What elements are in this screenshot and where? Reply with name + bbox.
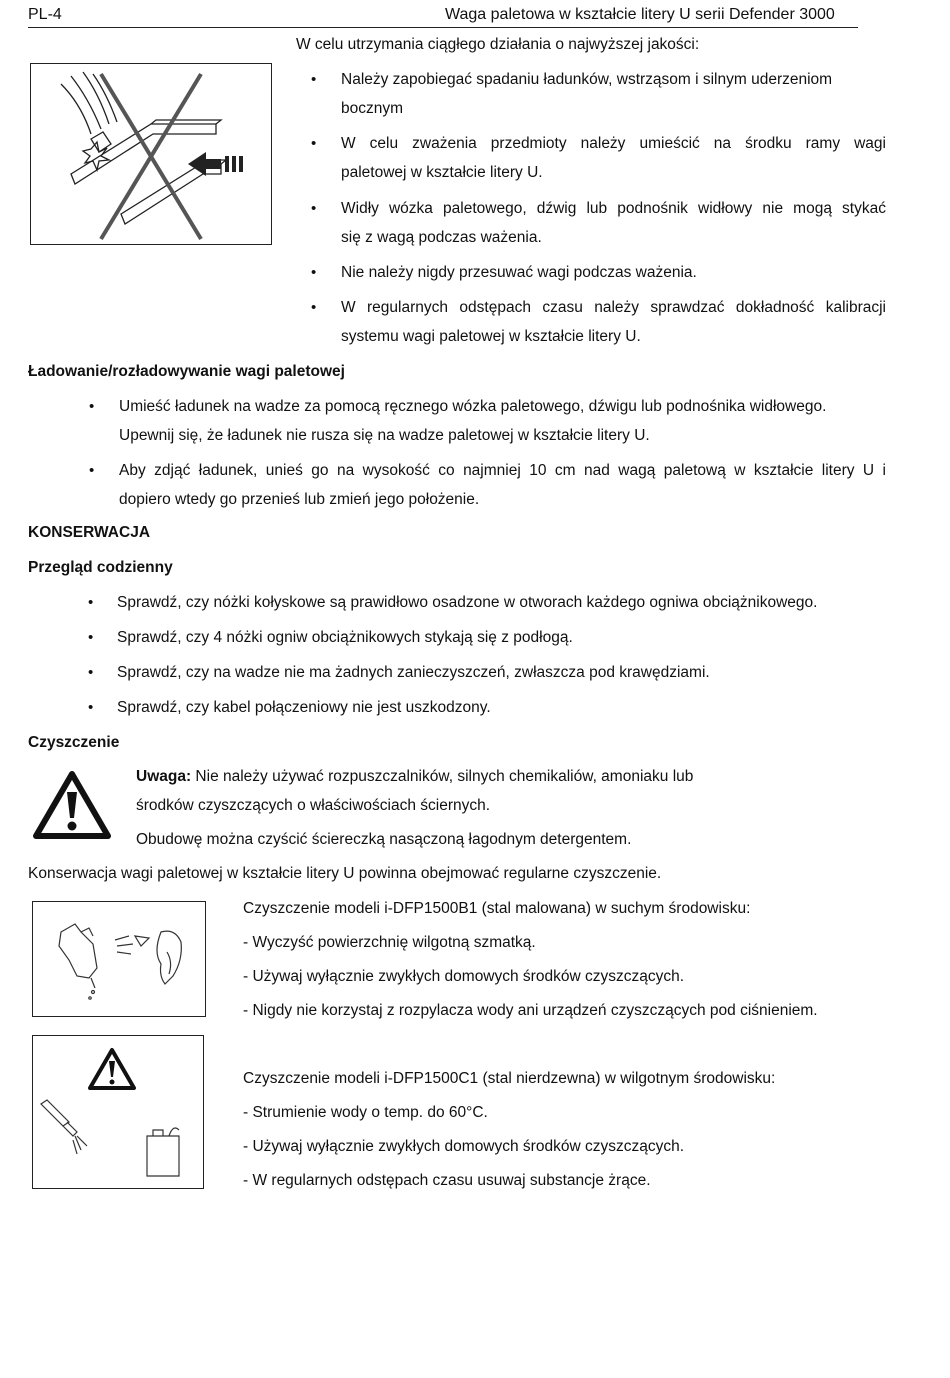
header-divider bbox=[28, 27, 858, 28]
page-label: PL-4 bbox=[28, 6, 62, 23]
warning-line-2: środków czyszczących o właściwościach ściernych. bbox=[136, 797, 491, 814]
bullet-icon: • bbox=[89, 462, 95, 479]
dry-cleaning-item-2: - Używaj wyłącznie zwykłych domowych środków czyszczących. bbox=[243, 968, 685, 985]
quality-item-1-line-1: Należy zapobiegać spadaniu ładunków, wstrząsom i silnym uderzeniom bbox=[341, 71, 833, 88]
bullet-icon: • bbox=[88, 664, 94, 681]
wet-cleaning-illustration bbox=[32, 1035, 204, 1189]
daily-item-2: Sprawdź, czy 4 nóżki ogniw obciążnikowych stykają się z podłogą. bbox=[117, 629, 573, 646]
quality-item-5-line-1: W regularnych odstępach czasu należy sprawdzać dokładność kalibracji bbox=[341, 299, 886, 316]
bullet-icon: • bbox=[311, 71, 317, 88]
warning-line-3: Obudowę można czyścić ściereczką nasączoną łagodnym detergentem. bbox=[136, 831, 632, 848]
quality-item-2-line-1: W celu zważenia przedmioty należy umieścić na środku ramy wagi bbox=[341, 135, 886, 152]
wet-cleaning-item-1: - Strumienie wody o temp. do 60°C. bbox=[243, 1104, 488, 1121]
dry-cleaning-title: Czyszczenie modeli i-DFP1500B1 (stal malowana) w suchym środowisku: bbox=[243, 900, 751, 917]
quality-item-2-line-2: paletowej w kształcie litery U. bbox=[341, 164, 543, 181]
quality-intro: W celu utrzymania ciągłego działania o najwyższej jakości: bbox=[296, 36, 700, 53]
wet-cleaning-title: Czyszczenie modeli i-DFP1500C1 (stal nierdzewna) w wilgotnym środowisku: bbox=[243, 1070, 776, 1087]
bullet-icon: • bbox=[311, 135, 317, 152]
quality-item-3-line-1: Widły wózka paletowego, dźwig lub podnośnik widłowy nie mogą stykać bbox=[341, 200, 886, 217]
loading-item-1-line-2: Upewnij się, że ładunek nie rusza się na wadze paletowej w kształcie litery U. bbox=[119, 427, 650, 444]
wet-cleaning-item-3: - W regularnych odstępach czasu usuwaj substancje żrące. bbox=[243, 1172, 651, 1189]
loading-item-2-line-2: dopiero wtedy go przenieś lub zmień jego położenie. bbox=[119, 491, 480, 508]
bullet-icon: • bbox=[311, 299, 317, 316]
warning-icon bbox=[33, 770, 111, 840]
bullet-icon: • bbox=[311, 264, 317, 281]
bullet-icon: • bbox=[311, 200, 317, 217]
cleaning-heading: Czyszczenie bbox=[28, 734, 120, 751]
pallet-drop-drawing bbox=[31, 64, 270, 243]
pallet-drop-illustration bbox=[30, 63, 272, 245]
quality-item-5-line-2: systemu wagi paletowej w kształcie litery U. bbox=[341, 328, 641, 345]
quality-item-4: Nie należy nigdy przesuwać wagi podczas ważenia. bbox=[341, 264, 697, 281]
daily-inspection-heading: Przegląd codzienny bbox=[28, 559, 173, 576]
dry-cleaning-item-1: - Wyczyść powierzchnię wilgotną szmatką. bbox=[243, 934, 536, 951]
quality-item-3-line-2: się z wagą podczas ważenia. bbox=[341, 229, 542, 246]
bullet-icon: • bbox=[88, 629, 94, 646]
wet-cleaning-item-2: - Używaj wyłącznie zwykłych domowych środków czyszczących. bbox=[243, 1138, 685, 1155]
warning-text: Nie należy używać rozpuszczalników, silnych chemikaliów, amoniaku lub bbox=[191, 768, 694, 785]
warning-line-1 bbox=[136, 767, 693, 787]
warning-label: Uwaga: bbox=[136, 768, 192, 785]
loading-item-1-line-1: Umieść ładunek na wadze za pomocą ręcznego wózka paletowego, dźwigu lub podnośnika widłowego. bbox=[119, 398, 827, 415]
dry-cleaning-illustration bbox=[32, 901, 206, 1017]
wet-cleaning-drawing bbox=[33, 1036, 202, 1187]
dry-cleaning-drawing bbox=[33, 902, 204, 1015]
loading-heading: Ładowanie/rozładowywanie wagi paletowej bbox=[28, 363, 345, 380]
bullet-icon: • bbox=[89, 398, 95, 415]
daily-item-4: Sprawdź, czy kabel połączeniowy nie jest uszkodzony. bbox=[117, 699, 491, 716]
maintenance-summary: Konserwacja wagi paletowej w kształcie litery U powinna obejmować regularne czyszczenie. bbox=[28, 865, 662, 882]
daily-item-1: Sprawdź, czy nóżki kołyskowe są prawidłowo osadzone w otworach każdego ogniwa obciążnikowego. bbox=[117, 594, 818, 611]
maintenance-heading: KONSERWACJA bbox=[28, 524, 151, 541]
bullet-icon: • bbox=[88, 594, 94, 611]
daily-item-3: Sprawdź, czy na wadze nie ma żadnych zanieczyszczeń, zwłaszcza pod krawędziami. bbox=[117, 664, 710, 681]
bullet-icon: • bbox=[88, 699, 94, 716]
quality-item-1-line-2: bocznym bbox=[341, 100, 404, 117]
loading-item-2-line-1: Aby zdjąć ładunek, unieś go na wysokość co najmniej 10 cm nad wagą paletową w kształcie litery U i bbox=[119, 462, 886, 479]
dry-cleaning-item-3: - Nigdy nie korzystaj z rozpylacza wody ani urządzeń czyszczących pod ciśnieniem. bbox=[243, 1002, 818, 1019]
document-title: Waga paletowa w kształcie litery U serii Defender 3000 bbox=[445, 6, 835, 23]
